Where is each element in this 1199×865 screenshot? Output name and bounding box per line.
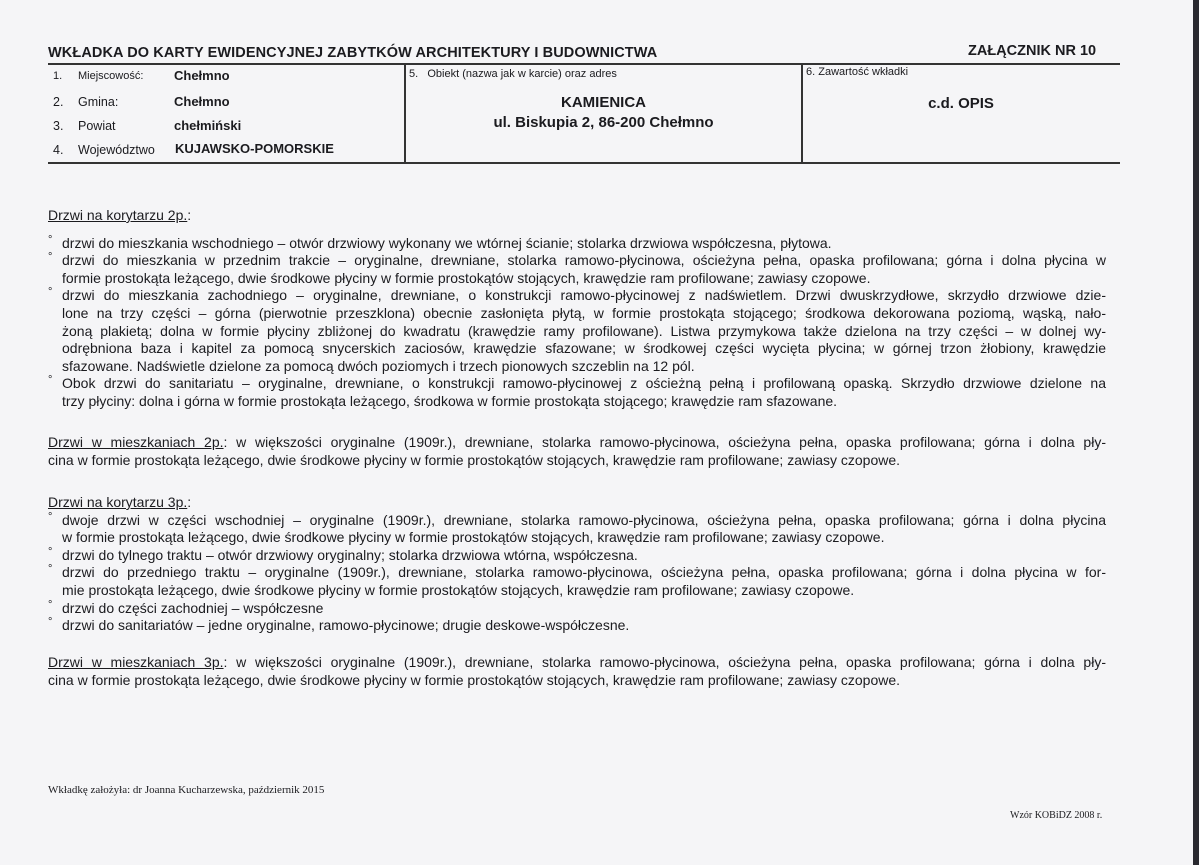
text-line: drzwi do części zachodniej – współczesne [62, 599, 324, 616]
bullet-icon: ° [48, 545, 53, 558]
text-line: cina w formie prostokąta leżącego, dwie środkowe płyciny w formie prostokątów stojących, krawędzie ram profilowane; zawiasy czopowe. [48, 451, 901, 468]
section-heading [48, 494, 1106, 512]
bullet-item [48, 252, 1106, 287]
scan-edge [1193, 0, 1199, 865]
field-number: 4. [53, 143, 64, 157]
section-heading [48, 207, 1106, 225]
table-top-border [48, 63, 1120, 65]
bullet-item [48, 375, 1106, 410]
heading-suffix: : [223, 654, 228, 670]
heading-suffix: : [223, 434, 228, 450]
text-run: w większości oryginalne (1909r.), drewniane, stolarka ramowo-płycinowa, ościeżyna pełna, opaska profilowana; górna i dolna pły- [227, 434, 1106, 450]
text-line: trzy płyciny: dolna i górna w formie prostokąta leżącego, środkowa w formie prostokąta stojącego; krawędzie ram sfazowane. [62, 392, 838, 409]
contents-value: c.d. OPIS [928, 95, 994, 112]
bullet-icon: ° [48, 374, 53, 387]
field-value-voivodeship: KUJAWSKO-POMORSKIE [175, 141, 334, 156]
bullet-item [48, 512, 1106, 547]
bullet-item [48, 617, 1106, 635]
text-line: formie prostokąta leżącego, dwie środkowe płyciny w formie prostokątów stojących, krawędzie ram profilowane; zawiasy czopowe. [62, 269, 871, 286]
section-corridor-3p [48, 494, 1106, 635]
text-line: Obok drzwi do sanitariatu – oryginalne, drewniane, o konstrukcji ramowo-płycinowej z ościeżną pełną i profilowaną opaską. Skrzydło drzwiowe dzielone na [62, 375, 1106, 392]
field-value-locality: Chełmno [174, 68, 230, 83]
text-line: cina w formie prostokąta leżącego, dwie środkowe płyciny w formie prostokątów stojących, krawędzie ram profilowane; zawiasy czopowe. [48, 671, 901, 688]
text-line: mie prostokąta leżącego, dwie środkowe płyciny w formie prostokątów stojących, krawędzie ram profilowane; zawiasy czopowe. [62, 581, 855, 598]
bullet-item [48, 547, 1106, 565]
text-line: drzwi do mieszkania zachodniego – oryginalne, drewniane, o konstrukcji ramowo-płycinowej z nadświetlem. Drzwi dwuskrzydłowe, skrzydło drzwiowe dzie- [62, 287, 1106, 304]
column-divider [801, 63, 803, 163]
field-label: Gmina: [78, 95, 119, 109]
bullet-icon: ° [48, 286, 53, 299]
field-number: 1. [53, 70, 63, 82]
field-value-county: chełmiński [174, 118, 242, 133]
text-line [48, 654, 1106, 672]
field-label: Miejscowość: [78, 70, 144, 82]
object-name: KAMIENICA [561, 94, 646, 111]
section-heading-text: Drzwi w mieszkaniach 3p. [48, 654, 224, 670]
section-heading-text: Drzwi na korytarzu 3p. [48, 494, 188, 510]
text-run: w większości oryginalne (1909r.), drewniane, stolarka ramowo-płycinowa, ościeżyna pełna, opaska profilowana; górna i dolna pły- [227, 654, 1106, 670]
contents-label: 6. Zawartość wkładki [806, 66, 909, 78]
section-corridor-2p [48, 207, 1106, 411]
field-number: 2. [53, 95, 64, 109]
column-divider [404, 63, 406, 163]
object-label: 5. Obiekt (nazwa jak w karcie) oraz adres [409, 68, 617, 80]
text-line: w formie prostokąta leżącego, dwie środkowe płyciny w formie prostokątów stojących, krawędzie ram profilowane; zawiasy czopowe. [62, 529, 885, 546]
bullet-item [48, 564, 1106, 599]
bullet-icon: ° [48, 233, 53, 246]
heading-suffix: : [187, 207, 192, 223]
section-flats-3p [48, 654, 1106, 689]
text-line: lone na trzy części – górna (pierwotnie przeszklona) obecnie zasłonięta płytą, w formie prostokąta stojącego; środkowa dekorowana poziomą, wąską, nało- [62, 304, 1106, 321]
bullet-item [48, 600, 1106, 618]
document-title: WKŁADKA DO KARTY EWIDENCYJNEJ ZABYTKÓW ARCHITEKTURY I BUDOWNICTWA [48, 45, 658, 61]
text-line: drzwi do mieszkania wschodniego – otwór drzwiowy wykonany we wtórnej ścianie; stolarka drzwiowa współczesna, płytowa. [62, 234, 832, 251]
bullet-item [48, 287, 1106, 375]
table-bottom-border [48, 162, 1120, 164]
heading-suffix: : [187, 494, 192, 510]
template-note: Wzór KOBiDZ 2008 r. [1010, 810, 1103, 821]
text-line: drzwi do sanitariatów – jedne oryginalne, ramowo-płycinowe; drugie deskowe-współczesne. [62, 617, 630, 634]
annex-number: ZAŁĄCZNIK NR 10 [968, 43, 1097, 59]
field-label: Województwo [78, 143, 155, 157]
text-line [48, 434, 1106, 452]
field-value-commune: Chełmno [174, 94, 230, 109]
section-flats-2p [48, 434, 1106, 469]
bullet-icon: ° [48, 563, 53, 576]
text-line: drzwi do tylnego traktu – otwór drzwiowy oryginalny; stolarka drzwiowa wtórna, współczesna. [62, 546, 638, 563]
section-heading-text: Drzwi w mieszkaniach 2p. [48, 434, 224, 450]
author-note: Wkładkę założyła: dr Joanna Kucharzewska, październik 2015 [48, 784, 325, 796]
bullet-item [48, 235, 1106, 253]
field-label: Powiat [78, 119, 116, 133]
text-line: żoną plakietą; dolna w formie płyciny zbliżonej do kwadratu (krawędzie ramy profilowane). Listwa przymykowa także dzielona na trzy części – w dolnej wy- [62, 322, 1106, 339]
field-number: 3. [53, 119, 64, 133]
bullet-icon: ° [48, 598, 53, 611]
section-heading-text: Drzwi na korytarzu 2p. [48, 207, 188, 223]
bullet-icon: ° [48, 616, 53, 629]
text-line: sfazowane. Nadświetle dzielone za pomocą dwóch poziomych i trzech pionowych szczeblin na 12 pól. [62, 357, 695, 374]
text-line: drzwi do przedniego traktu – oryginalne (1909r.), drewniane, stolarka ramowo-płycinowa, ościeżyna pełna, opaska profilowana; górna i dolna płycina w for- [62, 564, 1106, 581]
text-line: odrębniona baza i kapitel za pomocą snycerskich zaciosów, krawędzie sfazowane; w środkowej części wycięta płycina; w górnej trzon żłobiony, krawędzie [62, 340, 1106, 357]
object-address: ul. Biskupia 2, 86-200 Chełmno [493, 114, 714, 131]
bullet-icon: ° [48, 251, 53, 264]
text-line: dwoje drzwi w części wschodniej – oryginalne (1909r.), drewniane, stolarka ramowo-płycinowa, ościeżyna pełna, opaska profilowana; górna i dolna płycina [62, 511, 1106, 528]
bullet-icon: ° [48, 510, 53, 523]
text-line: drzwi do mieszkania w przednim trakcie – oryginalne, drewniane, stolarka ramowo-płycinowa, ościeżyna pełna, opaska profilowana; górna i dolna płycina w [62, 252, 1106, 269]
